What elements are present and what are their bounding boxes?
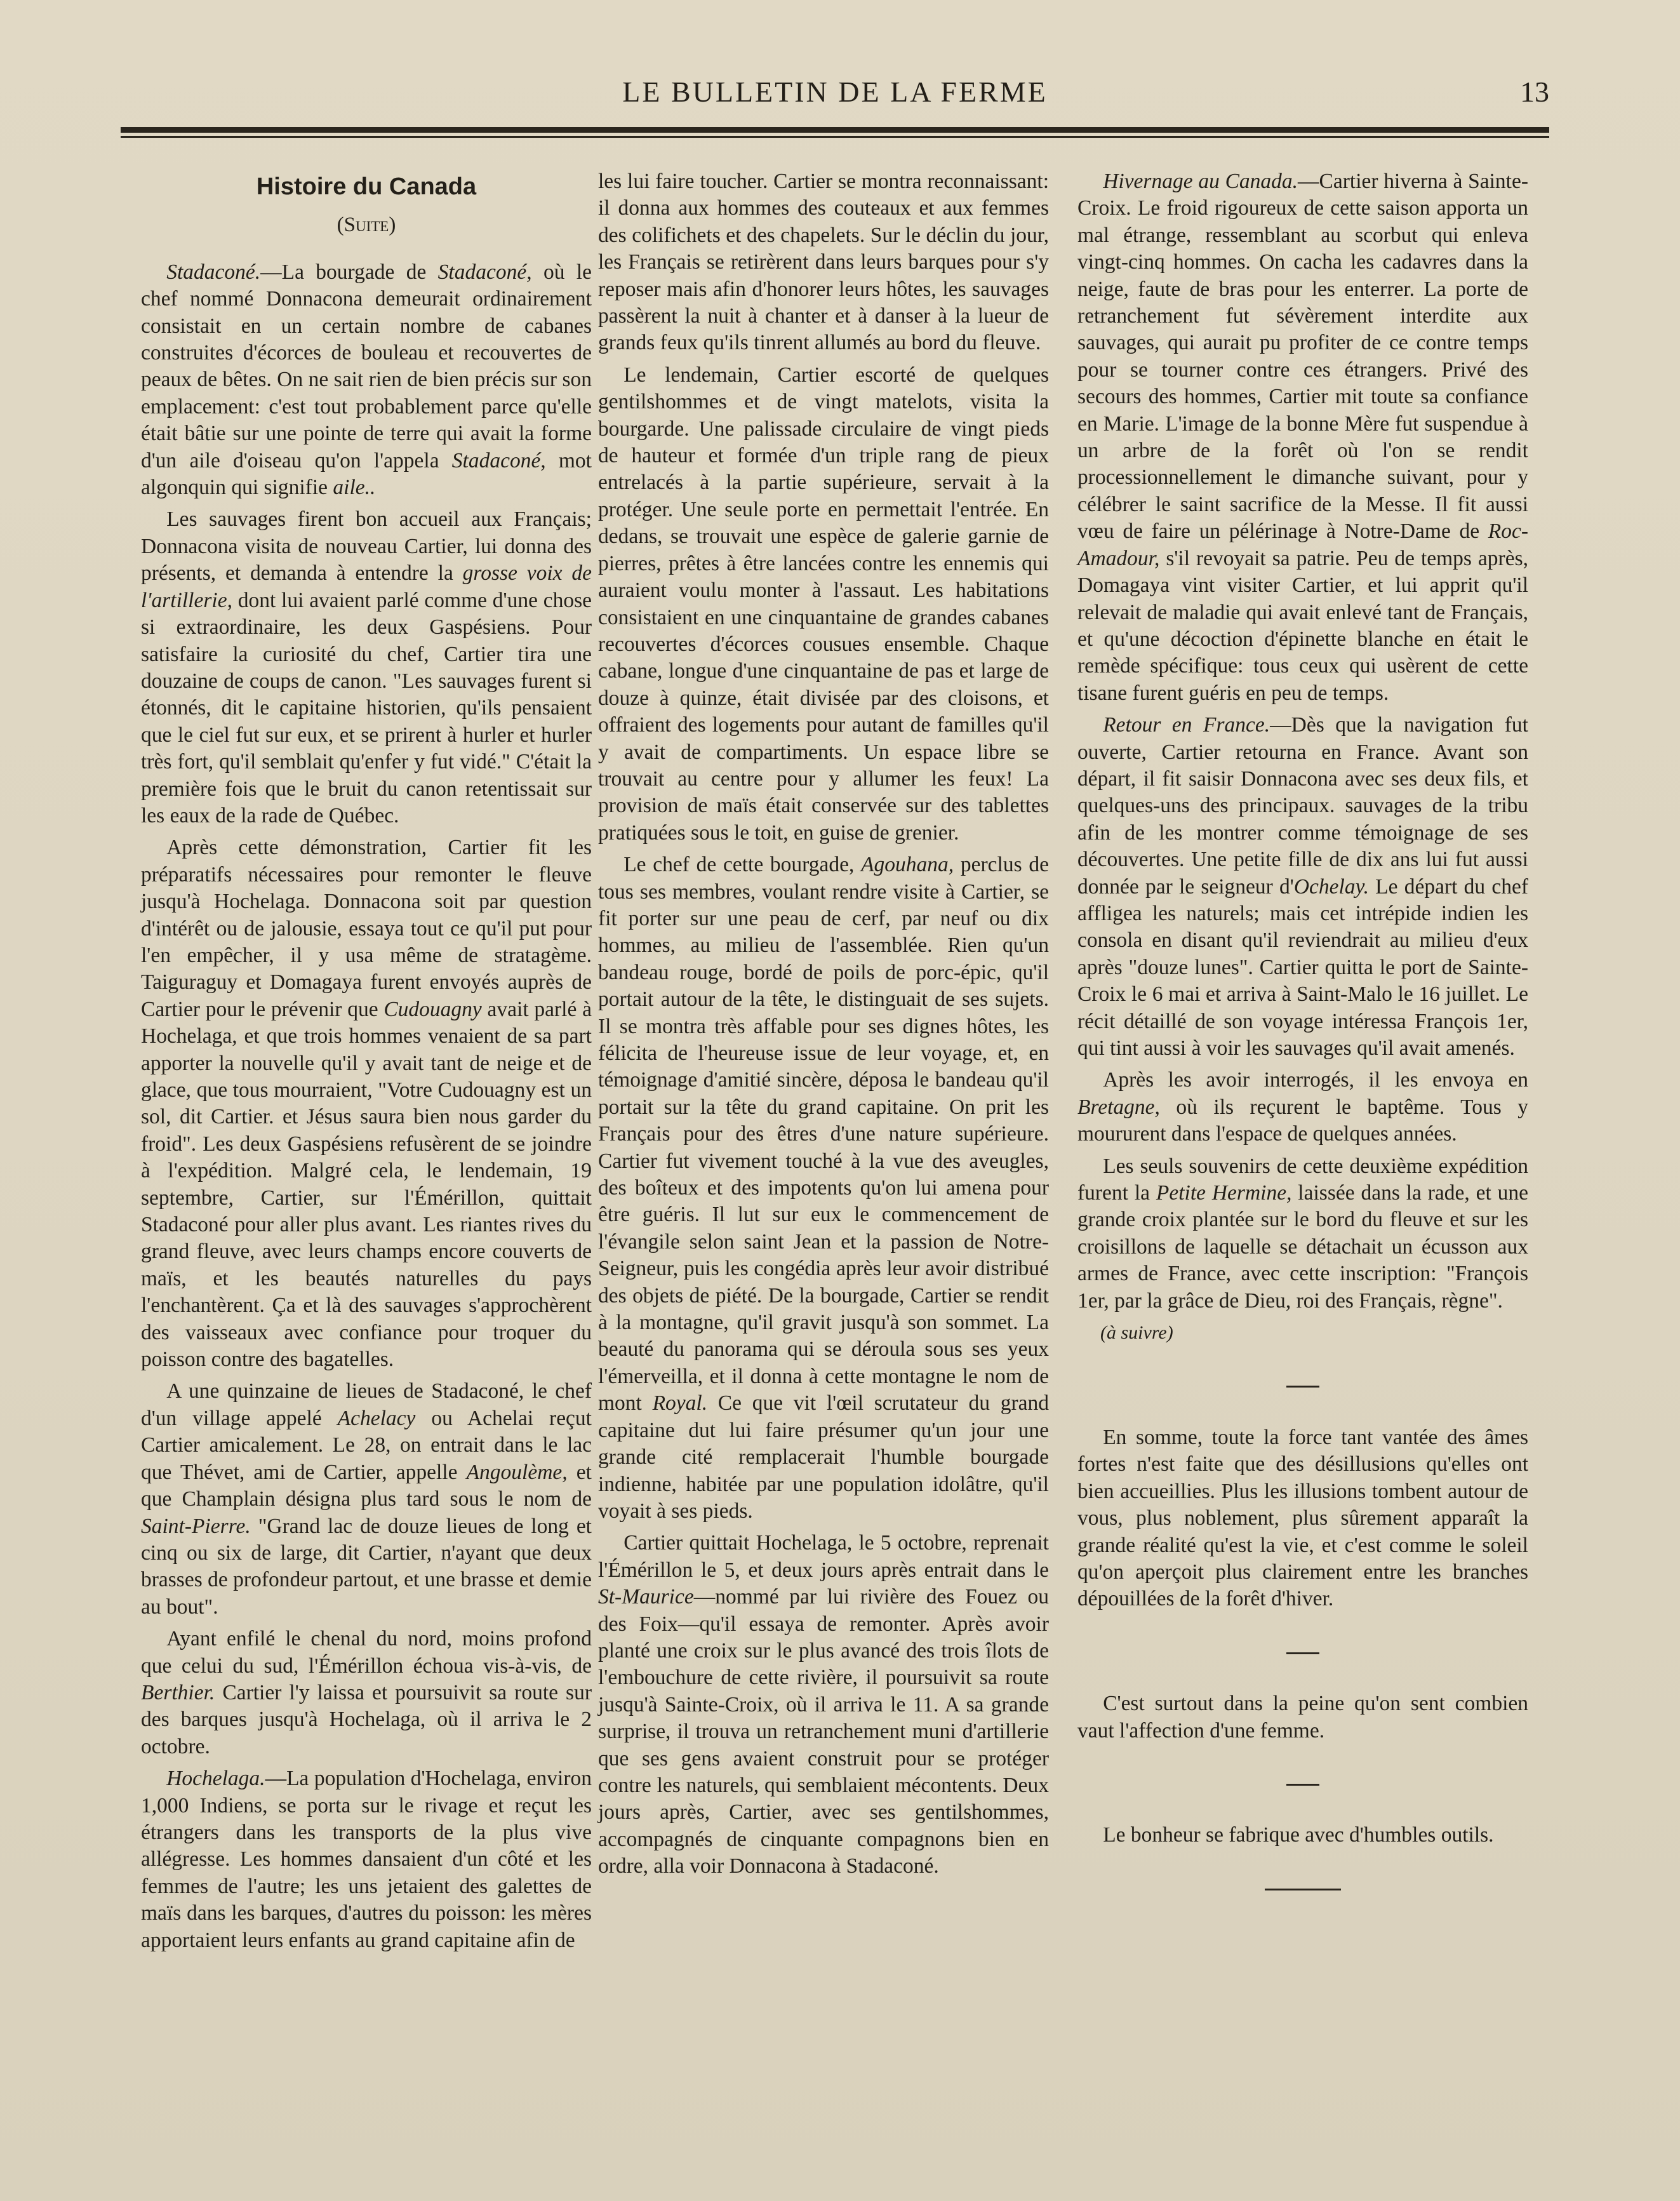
text-run-italic: Angoulème, (466, 1460, 568, 1484)
paragraph: Le lendemain, Cartier escorté de quelques gentilshommes et de vingt matelots, visita la bourgarde. Une palissade circulaire de vingt pieds de hauteur et formée d'un triple rang de pieux entrelacés à la partie supérieure, servait à la protéger. Une seule porte en permettait l'entrée. En dedans, se trouvait une espèce de galerie garnie de pierres, prêtes à être lancées contre les ennemis qui auraient voulu monter à l'assaut. Les habitations consistaient en une cinquantaine de grandes cabanes recouvertes d'écorces cousues ensemble. Chaque cabane, longue d'une cinquantaine de pas et large de douze à quinze, était divisée par des cloisons, et offraient des logements pour autant de familles qu'il y avait de compartiments. Un espace libre se trouvait au centre pour y allumer les feux! La provision de maïs était conservée sur des tablettes pratiquées sous le toit, en guise de grenier. (598, 363, 1049, 845)
column-2 (598, 168, 1049, 1885)
text-run: mot algonquin qui signifie (141, 448, 592, 500)
paragraph-retour (1077, 712, 1528, 1062)
paragraph (1077, 1153, 1528, 1315)
maxim: Le bonheur se fabrique avec d'humbles outils. (1103, 1823, 1494, 1847)
text-run: perclus de tous ses membres, voulant rendre visite à Cartier, se fit porter sur une peau de cerf, par neuf ou dix hommes, au milieu de l'assemblée. Rien qu'un bandeau rouge, bordé de poils de porc-épic, qu'il portait autour de la tête, le distinguait de ses sujets. Il se montra très affable pour ses dignes hôtes, les félicita de l'heureuse issue de leur voyage, et, en témoignage d'amitié sincère, déposa le bandeau qu'il portait sur la tête du grand capitaine. On prit les Français pour des êtres d'une nature supérieure. Cartier fut vivement touché à la vue des aveugles, des boîteux et des impotents qu'on lui amena pour être guéris. Il lut sur eux le commencement de l'évangile selon saint Jean et la passion de Notre-Seigneur, puis les congédia après leur avoir distribué des objets de piété. De la bourgade, Cartier se rendit à la montagne, qu'il gravit jusqu'à son sommet. La beauté du panorama qui se déroula sous ses yeux l'émerveilla, et il donna à cette montagne le nom de mont (598, 853, 1049, 1415)
paragraph (1077, 1067, 1528, 1147)
text-run: laissée dans la rade, et une grande croix plantée sur le bord du fleuve et sur les croisillons de laquelle se détachait un écusson aux armes de France, avec cette inscription: "François 1er, par la grâce de Dieu, roi des Français, règne". (1077, 1181, 1528, 1313)
text-run: Les seuls souvenirs de cette deuxième expédition furent la (1077, 1154, 1528, 1205)
section-lead: Stadaconé. (166, 260, 261, 284)
page-number: 13 (1520, 76, 1549, 108)
text-run: s'il revoyait sa patrie. Peu de temps après, Domagaya vint visiter Cartier, et lui apprit qu'il relevait de maladie qui avait enlevé tant de Français, et qu'une décoction d'épinette blanche en était le remède spécifique: tous ceux qui usèrent de cette tisane furent guéris en peu de temps. (1077, 546, 1528, 705)
header-rule-thin (121, 136, 1549, 138)
paragraph-hochelaga (141, 1765, 592, 1954)
paragraph (141, 1378, 592, 1621)
text-run: où ils reçurent le baptême. Tous y moururent dans l'espace de quelques années. (1077, 1095, 1528, 1146)
text-run: —La bourgade de (260, 260, 438, 284)
text-run-italic: Cudouagny (383, 997, 482, 1021)
paragraph: les lui faire toucher. Cartier se montra reconnaissant: il donna aux hommes des couteaux et aux femmes des colifichets et des chapelets. Sur le déclin du jour, les Français se retirèrent dans leurs barques pour s'y reposer mais afin d'honorer leurs hôtes, les sauvages passèrent la nuit à chanter et à danser à la lueur de grands feux qu'ils tinrent allumés au bord du fleuve. (598, 170, 1049, 355)
text-run-italic: Stadaconé, (437, 260, 532, 284)
text-run-italic: Petite Hermine, (1156, 1181, 1292, 1205)
text-run-italic: Bretagne, (1077, 1095, 1160, 1119)
article-subtitle: (Suite) (337, 213, 396, 237)
header-rule-thick (121, 127, 1549, 133)
column-3 (1077, 168, 1528, 1927)
text-run-italic: Achelacy (337, 1406, 416, 1430)
separator-dash (1077, 1638, 1528, 1665)
text-run-italic: Saint-Pierre. (141, 1514, 251, 1538)
maxim: C'est surtout dans la peine qu'on sent combien vaut l'affection d'une femme. (1077, 1692, 1528, 1743)
text-run-italic: Ochelay. (1293, 874, 1369, 899)
text-run: Ayant enfilé le chenal du nord, moins profond que celui du sud, l'Émérillon échoua vis-à-vis, de (141, 1627, 592, 1678)
text-run: Ce que vit l'œil scrutateur du grand capitaine dut lui faire présumer qu'un jour une grande cité remplacerait l'humble bourgade indienne, habitée par une population idolâtre, qu'il voyait à ses pieds. (598, 1391, 1049, 1523)
text-run: Après les avoir interrogés, il les envoya en (1103, 1068, 1528, 1092)
paragraph (141, 834, 592, 1373)
text-run: Cartier quittait Hochelaga, le 5 octobre, reprenait l'Émérillon le 5, et deux jours après entrait dans le (598, 1531, 1049, 1582)
text-run: où le chef nommé Donnacona demeurait ordinairement consistait en un certain nombre de cabanes construites d'écorces de bouleau et recouvertes de peaux de bêtes. On ne sait rien de bien précis sur son emplacement: c'est tout probablement parce qu'elle était bâtie sur une pointe de terre qui avait la forme d'un aile d'oiseau qu'on l'appela (141, 260, 592, 472)
paragraph (598, 1530, 1049, 1880)
paragraph (141, 506, 592, 829)
text-run-italic: (à suivre) (1100, 1322, 1173, 1344)
text-run-italic: St-Maurice (598, 1585, 694, 1609)
text-run: —nommé par lui rivière des Fouez ou des Foix—qu'il essaya de remonter. Après avoir planté une croix sur le plus avancé des trois îlots de l'embouchure de cette rivière, il poursuivit sa route jusqu'à Sainte-Croix, où il arriva le 11. A sa grande surprise, il trouva un retranchement muni d'artillerie que ses gens avaient construit pour se protéger contre les naturels, qui semblaient mécontents. Deux jours après, Cartier, avec ses gentilshommes, accompagnés de cinquante compagnons bien en ordre, alla voir Donnacona à Stadaconé. (598, 1585, 1049, 1878)
text-run: avait parlé à Hochelaga, et que trois hommes venaient de sa part apporter la nouvelle qu'il y avait tant de neige et de glace, que tous mourraient, "Votre Cudouagny est un sol, dit Cartier. et Jésus saura bien nous garder du froid". Les deux Gaspésiens refusèrent de se joindre à l'expédition. Malgré cela, le lendemain, 19 septembre, Cartier, sur l'Émérillon, quittait Stadaconé pour aller plus avant. Les riantes rives du grand fleuve, avec leurs champs encore couverts de maïs, et les beautés naturelles du pays l'enchantèrent. Ça et là des sauvages s'approchèrent des vaisseaux avec confiance pour troquer du poisson contre des bagatelles. (141, 997, 592, 1372)
running-title: LE BULLETIN DE LA FERME (622, 76, 1048, 108)
text-run: et que Champlain désigna plus tard sous le nom de (141, 1460, 592, 1511)
page-header (121, 75, 1549, 113)
text-run: dont lui avaient parlé comme d'une chose si extraordinaire, les deux Gaspésiens. Pour satisfaire la curiosité du chef, Cartier tira une douzaine de coups de canon. "Les sauvages furent si étonnés, dit le capitaine historien, qu'ils pensaient que le ciel fut sur eux, et se prirent à hurler et hurler très fort, qu'il semblait qu'enfer y fut vidé." C'était la première fois que le bruit du canon retentissait sur les eaux de la rade de Québec. (141, 588, 592, 827)
article-title: Histoire du Canada (256, 173, 477, 200)
text-run: Après cette démonstration, Cartier fit les préparatifs nécessaires pour remonter le fleuve jusqu'à Hochelaga. Donnacona soit par question d'intérêt ou de jalousie, essaya tout ce qu'il put pour l'en empêcher, il y usa même de stratagème. Taiguraguy et Domagaya furent envoyés auprès de Cartier pour le prévenir que (141, 836, 592, 1021)
maxim: En somme, toute la force tant vantée des âmes fortes n'est faite que des désillusions qu'elles ont bien accueillies. Plus les illusions tombent autour de vous, plus noblement, plus sûrement apparaît la grande réalité qu'est la vie, et c'est comme le soleil qu'on aperçoit plus clairement entre les branches dépouillées de la forêt d'hiver. (1077, 1425, 1528, 1611)
separator-dash (1077, 1372, 1528, 1398)
paragraph-stadacone (141, 259, 592, 502)
text-run: Cartier l'y laissa et poursuivit sa route sur des barques jusqu'à Hochelaga, où il arriva le 2 octobre. (141, 1680, 592, 1758)
text-run: ou Achelai reçut Cartier amicalement. Le 28, on entrait dans le lac que Thévet, ami de Cartier, appelle (141, 1406, 592, 1484)
section-lead: Hochelaga. (166, 1767, 265, 1791)
text-run: Le chef de cette bourgade, (623, 853, 862, 877)
text-run-italic: grosse voix de l'artillerie, (141, 561, 592, 612)
text-run: —Cartier hiverna à Sainte-Croix. Le froid rigoureux de cette saison apporta un mal étrange, ressemblant au scorbut qui enleva vingt-cinq hommes. On cacha les cadavres dans la neige, faute de bras pour les enterrer. La porte de retranchement fut sévèrement interdite aux sauvages, qui aurait pu profiter de ce contre temps pour se tourner contre ces étrangers. Privé des secours des hommes, Cartier mit toute sa confiance en Marie. L'image de la bonne Mère fut suspendue à un arbre de la forêt où l'on se rendit processionnellement le dimanche suivant, pour y célébrer le saint sacrifice de la Messe. Il fit aussi vœu de faire un pélérinage à Notre-Dame de (1077, 170, 1528, 544)
text-run: A une quinzaine de lieues de Stadaconé, le chef d'un village appelé (141, 1379, 592, 1430)
separator-dash-long (1077, 1875, 1528, 1901)
text-run: —Dès que la navigation fut ouverte, Cartier retourna en France. Avant son départ, il fit saisir Donnacona avec ses deux fils, et quelques-uns des principaux. sauvages de la tribu afin de les montrer comme témoignage de ses découvertes. Une petite fille de dix ans lui fut aussi donnée par le seigneur d' (1077, 713, 1528, 899)
text-run-italic: Agouhana, (861, 853, 954, 877)
text-run-italic: Royal. (652, 1391, 708, 1415)
column-1 (141, 168, 592, 1959)
separator-dash (1077, 1770, 1528, 1796)
section-lead: Hivernage au Canada. (1103, 170, 1298, 193)
text-run: —La population d'Hochelaga, environ 1,000 Indiens, se porta sur le rivage et reçut les étrangers dans les transports de la plus vive allégresse. Les hommes dansaient d'un côté et les femmes de l'autre; les uns jetaient des galettes de maïs dans les barques, d'autres du poisson: les mères apportaient leurs enfants au grand capitaine afin de (141, 1767, 592, 1952)
text-run: Le départ du chef affligea les naturels; mais cet intrépide indien les consola en disant qu'il reviendrait au milieu d'eux après "douze lunes". Cartier quitta le port de Sainte-Croix le 6 mai et arriva à Saint-Malo le 16 juillet. Le récit détaillé de son voyage intéressa François 1er, qui tint aussi à voir les sauvages qu'il avait amenés. (1077, 874, 1528, 1060)
paragraph (141, 1626, 592, 1760)
paragraph (598, 852, 1049, 1525)
paragraph-hivernage (1077, 168, 1528, 707)
text-run-italic: Roc-Amadour, (1077, 519, 1528, 570)
text-run-italic: Stadaconé, (451, 448, 546, 472)
to-be-continued (1077, 1320, 1528, 1346)
maxims-block (1077, 1424, 1528, 1901)
text-run-italic: aile.. (333, 476, 376, 500)
text-run: Les sauvages firent bon accueil aux Français; Donnacona visita de nouveau Cartier, lui donna des présents, et demanda à entendre la (141, 507, 592, 585)
text-run-italic: Berthier. (141, 1680, 215, 1704)
section-lead: Retour en France. (1103, 713, 1270, 737)
text-run: "Grand lac de douze lieues de long et cinq ou six de large, dit Cartier, n'ayant que deux brasses de profondeur partout, et une brasse et demie au bout". (141, 1514, 592, 1619)
